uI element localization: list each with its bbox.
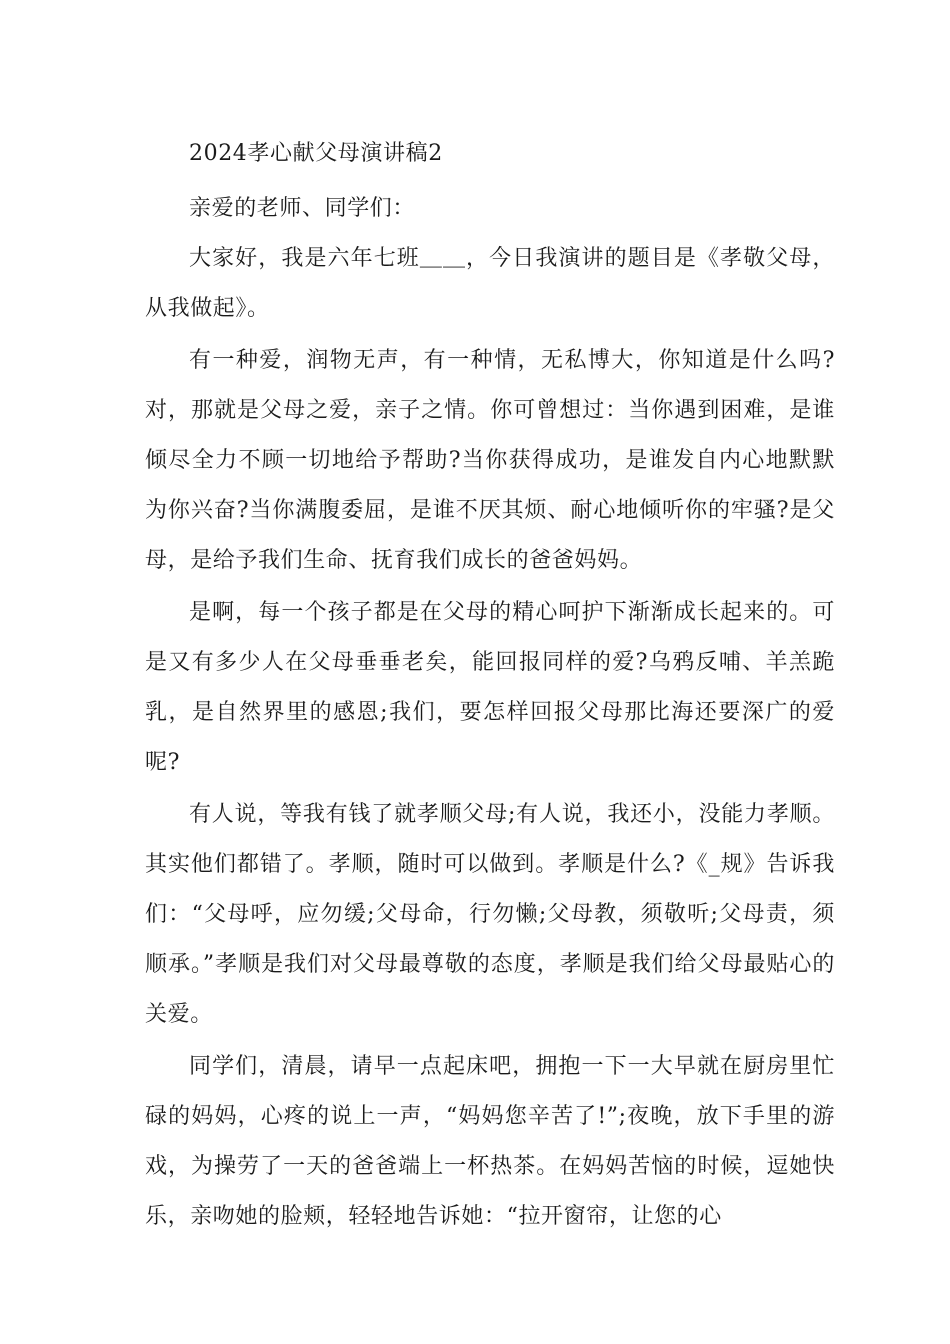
- paragraph-4: 有人说，等我有钱了就孝顺父母;有人说，我还小，没能力孝顺。其实他们都错了。孝顺，随时可以做到。孝顺是什么?《_规》告诉我们：“父母呼，应勿缓;父母命，行勿懒;父母教，须敬听;父母责，须顺承。”孝顺是我们对父母最尊敬的态度，孝顺是我们给父母最贴心的关爱。: [145, 802, 835, 1027]
- paragraph-3: 是啊，每一个孩子都是在父母的精心呵护下渐渐成长起来的。可是又有多少人在父母垂垂老矣，能回报同样的爱?乌鸦反哺、羊羔跪乳，是自然界里的感恩;我们，要怎样回报父母那比海还要深广的爱呢?: [145, 600, 835, 775]
- document-body: [145, 134, 835, 1244]
- paragraph-1: 大家好，我是六年七班＿＿，今日我演讲的题目是《孝敬父母，从我做起》。: [145, 246, 835, 321]
- salutation: 亲爱的老师、同学们：: [189, 196, 416, 221]
- document-title: 2024孝心献父母演讲稿2: [189, 141, 443, 166]
- paragraph-2: 有一种爱，润物无声，有一种情，无私博大，你知道是什么吗?对，那就是父母之爱，亲子之情。你可曾想过：当你遇到困难，是谁倾尽全力不顾一切地给予帮助?当你获得成功，是谁发自内心地默默为你兴奋?当你满腹委屈，是谁不厌其烦、耐心地倾听你的牢骚?是父母，是给予我们生命、抚育我们成长的爸爸妈妈。: [145, 348, 835, 573]
- paragraph-5: 同学们，清晨，请早一点起床吧，拥抱一下一大早就在厨房里忙碌的妈妈，心疼的说上一声，“妈妈您辛苦了!”;夜晚，放下手里的游戏，为操劳了一天的爸爸端上一杯热茶。在妈妈苦恼的时候，逗她快乐，亲吻她的脸颊，轻轻地告诉她：“拉开窗帘，让您的心: [145, 1054, 835, 1229]
